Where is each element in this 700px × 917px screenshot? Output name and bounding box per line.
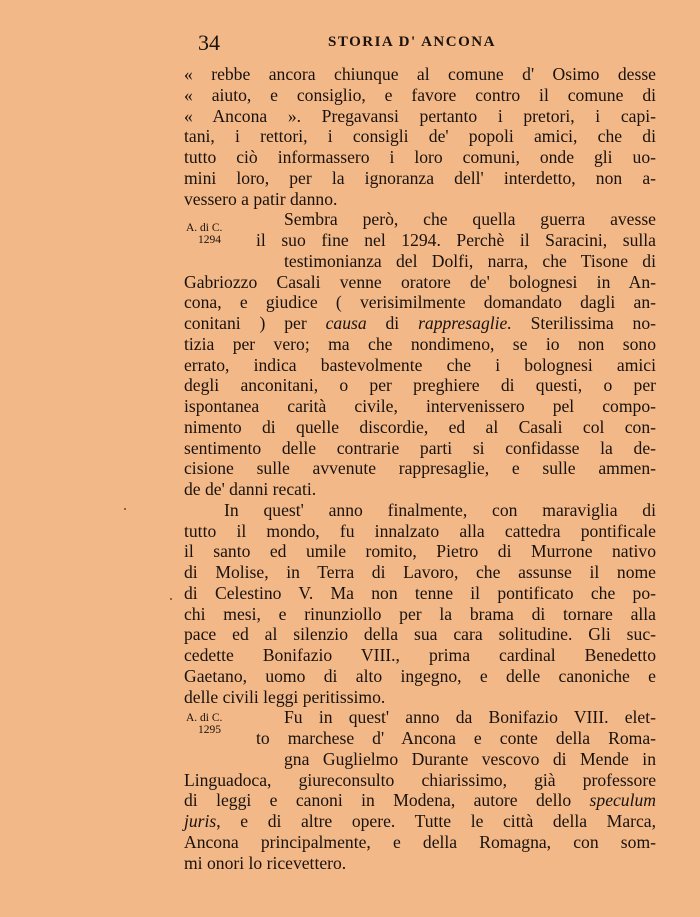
text-line: Fu in quest' anno da Bonifazio VIII. elet- [284, 707, 656, 728]
text-line: delle civili leggi peritissimo. [184, 686, 386, 707]
text-span: , e di altre opere. Tutte le città della Marca, [216, 811, 656, 831]
text-line: In quest' anno finalmente, con maraviglia di [224, 499, 656, 520]
running-title: STORIA D' ANCONA [328, 34, 496, 50]
text-line: di Molise, in Terra di Lavoro, che assunse il nome [184, 562, 656, 582]
text-line: sentimento delle contrarie parti si confidasse la de- [184, 437, 656, 458]
text-line: tizia per vero; ma che nondimeno, se io non sono [184, 333, 656, 354]
text-line: « rebbe ancora chiunque al comune d' Osimo desse [184, 64, 656, 84]
text-line: tutto il mondo, fu innalzato alla cattedra pontificale [184, 520, 656, 541]
text-line: il suo fine nel 1294. Perchè il Saracini, sulla [256, 230, 656, 250]
page-header [198, 30, 658, 56]
margin-note-year: 1294 [198, 234, 221, 246]
text-line: cona, e giudice ( verisimilmente domandato dagli an- [184, 292, 656, 313]
italic-term: causa [325, 313, 367, 333]
text-span: conitani ) per [184, 313, 326, 333]
margin-note-year: 1295 [198, 724, 221, 736]
text-line: Gaetano, uomo di alto ingegno, e delle canoniche e [184, 665, 656, 686]
text-line: nimento di quelle discordie, ed al Casali col con- [184, 416, 656, 437]
text-line: mini loro, per la ignoranza dell' interdetto, non a- [184, 167, 656, 188]
text-line: « Ancona ». Pregavansi pertanto i pretori, i capi- [184, 105, 656, 126]
text-line: « aiuto, e consiglio, e favore contro il comune di [184, 84, 656, 105]
text-line: tani, i rettori, i consigli de' popoli amici, che di [184, 126, 656, 147]
margin-note-label: A. di C. [186, 712, 223, 724]
text-line: Gabriozzo Casali venne oratore de' bolognesi in An- [184, 271, 656, 292]
text-line: vessero a patir danno. [184, 188, 338, 209]
text-line: Sembra però, che quella guerra avesse [284, 209, 656, 230]
text-span: Sterilissima no- [511, 313, 656, 333]
text-line: pace ed al silenzio della sua cara solitudine. Gli suc- [184, 624, 656, 645]
text-line: cisione sulle avvenute rappresaglie, e sulle ammen- [184, 458, 656, 479]
italic-term: speculum [589, 790, 656, 811]
text-line [184, 811, 656, 832]
text-span: di [366, 313, 419, 333]
paper-speck [170, 598, 172, 600]
italic-term: rappresaglie. [418, 313, 512, 333]
text-line: tutto ciò informassero i loro comuni, onde gli uo- [184, 147, 656, 167]
text-line: degli anconitani, o per preghiere di questi, o per [184, 375, 656, 396]
text-line: de de' danni recati. [184, 479, 317, 499]
text-span: di leggi e canoni in Modena, autore dello [184, 790, 590, 811]
text-line: chi mesi, e rinunziollo per la brama di tornare alla [184, 603, 656, 624]
text-line: cedette Bonifazio VIII., prima cardinal Benedetto [184, 645, 656, 665]
text-line: il santo ed umile romito, Pietro di Murrone nativo [184, 541, 656, 562]
text-line: gna Guglielmo Durante vescovo di Mende in [284, 748, 656, 769]
page-number: 34 [198, 30, 220, 55]
text-line [184, 313, 656, 334]
text-line: mi onori lo ricevettero. [184, 852, 347, 873]
text-line: Linguadoca, giureconsulto chiarissimo, già professore [184, 769, 656, 790]
text-line: Ancona principalmente, e della Romagna, con som- [184, 831, 656, 852]
body-text [184, 64, 656, 873]
paper-speck [124, 508, 126, 510]
margin-note-label: A. di C. [186, 222, 223, 234]
text-line: di Celestino V. Ma non tenne il pontificato che po- [184, 582, 656, 603]
text-line: ispontanea carità civile, intervenissero pel compo- [184, 396, 656, 416]
text-line: testimonianza del Dolfi, narra, che Tisone di [284, 250, 656, 271]
text-line [184, 790, 656, 811]
italic-term: juris [184, 811, 217, 831]
text-line: to marchese d' Ancona e conte della Roma- [256, 728, 656, 748]
text-line: errato, indica bastevolmente che i bolognesi amici [184, 354, 656, 375]
